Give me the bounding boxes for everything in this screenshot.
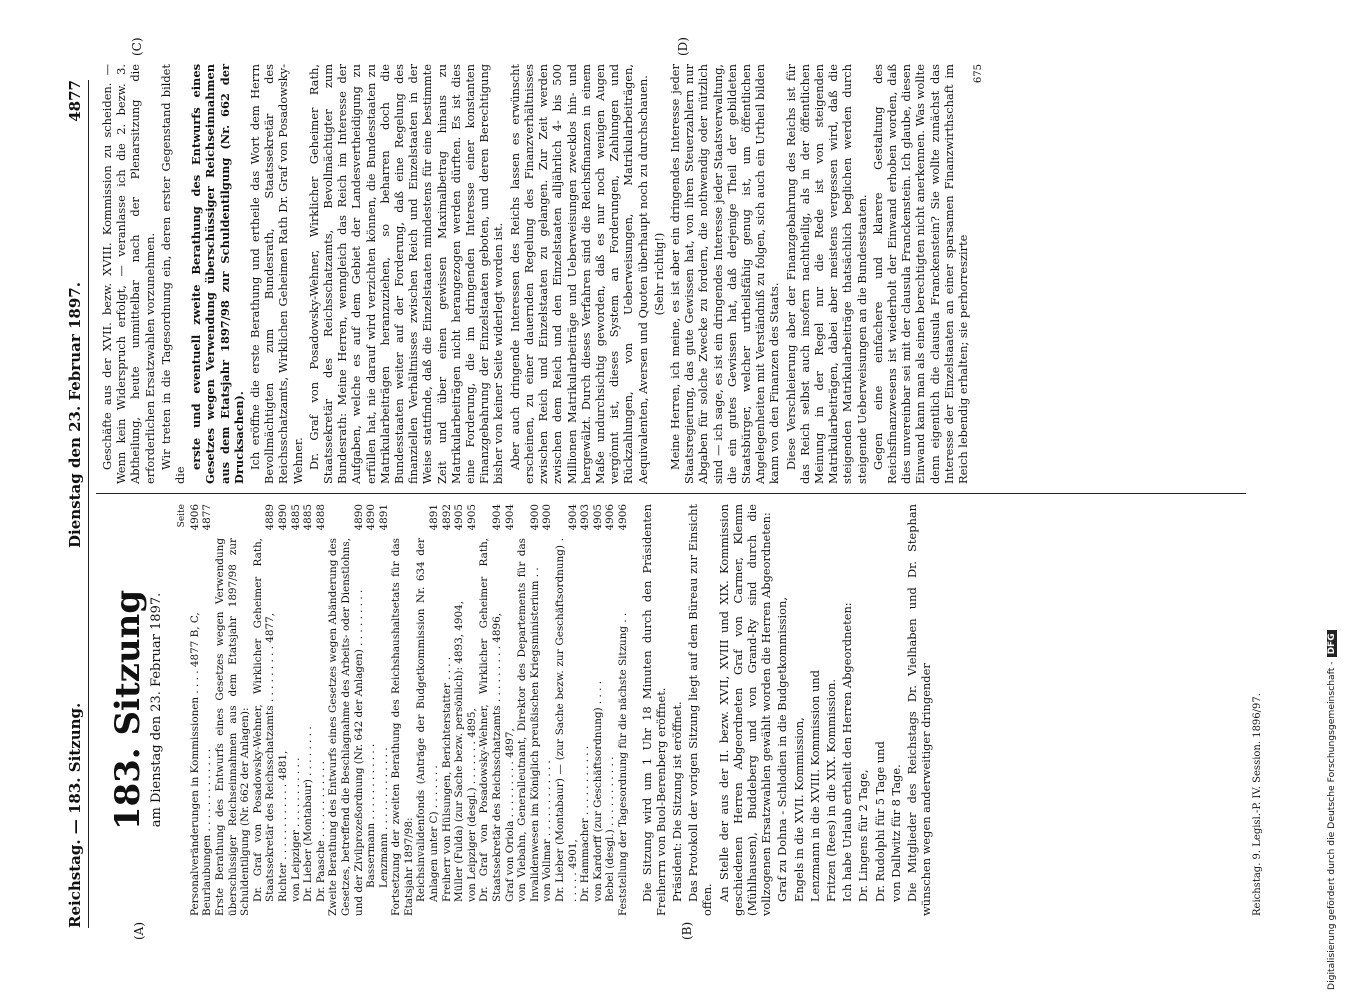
toc-entry-page: 4885 (289, 504, 302, 531)
toc-entry (453, 504, 466, 916)
toc-entry-text: Richter . . . . . . . . . . . . 4881, (276, 750, 289, 902)
toc-entry-text: Zweite Berathung des Entwurfs eines Gesetzes wegen Abänderung des Gesetzes, betreffend die Beschlagnahme des Arbeits- oder Dienstlohns, und der Zivilprozeßordnung (Nr. 642 der Anlagen) . . . . . . . . . (327, 534, 365, 916)
body-paragraph: Die Sitzung wird um 1 Uhr 18 Minuten durch den Präsidenten Freiherrn von Buol-Berenberg eröffnet. (639, 504, 668, 916)
toc-entry (516, 504, 541, 916)
left-column (100, 504, 935, 916)
toc-entry-page: 4900 (528, 504, 541, 531)
margin-marker-a: (A) (132, 921, 146, 940)
body-paragraph: Engels in die XVII. Kommission, (791, 717, 806, 902)
toc-entry (189, 504, 202, 916)
body-paragraph: Das Protokoll der vorigen Sitzung liegt auf dem Büreau zur Einsicht offen. (686, 504, 715, 916)
margin-marker-d: (D) (676, 37, 690, 56)
body-paragraph: Wir treten in die Tagesordnung ein, deren erster Gegenstand bildet die (158, 64, 188, 484)
body-paragraph: Geschäfte aus der XVII. bezw. XVIII. Kommission zu scheiden. — Wenn kein Widerspruch erfolgt, — veranlasse ich die 2. bezw. 3. Abtheilung, heute unmittelbar nach der Plenarsitzung die erforderlichen Ersatzwahlen vorzunehmen. (100, 64, 157, 484)
right-column (100, 64, 986, 484)
toc-entry (466, 504, 479, 916)
toc-entry-text: von Kardorff (zur Geschäftsordnung) . . . . (591, 680, 604, 902)
toc-entry-text: von Viebahn, Generalleutnant, Direktor des Departements für das Invalidenwesen im Königlich preußischen Kriegsministerium . . (516, 534, 541, 902)
margin-marker-b: (B) (680, 921, 694, 940)
toc-entry-page: 4903 (579, 504, 592, 531)
page-header (60, 80, 89, 928)
header-left: Reichstag. — 183. Sitzung. (66, 702, 84, 928)
body-paragraph: Dr. Rudolphi für 5 Tage und (872, 741, 887, 902)
toc-entry-text: von Leipziger . . . . . . . . . . . (289, 757, 302, 902)
toc-entry-page: 4906 (616, 504, 629, 531)
toc-entry-text: von Leipziger (desgl.) . . . . . . . 4895, (465, 708, 478, 902)
toc-entry-page: 4904 (491, 504, 504, 531)
toc-entry-text: Erste Berathung des Entwurfs eines Gesetzes wegen Verwendung überschüssiger Reichseinnahmen aus dem Etatsjahr 1897/98 zur Schuldentilgung (Nr. 662 der Anlagen): (213, 534, 252, 916)
body-paragraph: (Sehr richtig!) (651, 232, 666, 316)
body-paragraph: Gegen eine einfachere und klarere Gestaltung des Reichsfinanzwesens ist wiederholt der Einwand erhoben worden, daß dies unvereinbar sei mit der clausula Franckenstein. Ich glaube, diesen Einwand kann man als einen berechtigten nicht anerkennen. Was wollte denn eigentlich die clausula Franckenstein? Sie wollte zunächst das Interesse der Einzelstaaten an einer sparsamen Finanzwirthschaft im Reich lebendig erhalten; sie perhorreszirte (870, 64, 970, 484)
body-paragraph: Aber auch dringende Interessen des Reichs lassen es erwünscht erscheinen, zu einer dauernden Regelung des Finanzverhältnisses zwischen Reich und Einzelstaaten zu gelangen. Zur Zeit werden zwischen dem Reich und den Einzelstaaten alljährlich 4- bis 500 Millionen Matrikularbeiträge und Ueberweisungen zwecklos hin- und hergewälzt. Durch dieses Verfahren sind die Reichsfinanzen in einem Maße undurchsichtig geworden, daß es nur noch wenigen Augen vergönnt ist, dieses System an Forderungen, Zahlungen und Rückzahlungen, von Ueberweisungen, Matrikularbeiträgen, Aequivalenten, Aversen und Quoten überhaupt noch zu durchschauen. (507, 64, 650, 484)
toc-entry (277, 504, 290, 916)
toc-entry (541, 504, 554, 916)
body-paragraph: Die Mitglieder des Reichstags Dr. Vielhaben und Dr. Stephan wünschen wegen anderweitiger dringender (905, 504, 934, 916)
body-paragraph: erste und eventuell zweite Berathung des Entwurfs eines Gesetzes wegen Verwendung überschüssiger Reichseinnahmen aus dem Etatsjahr 1897/98 zur Schuldentilgung (Nr. 662 der Drucksachen). (189, 64, 246, 484)
page-footer: Reichstag. 9. Legisl.-P. IV. Session. 1896/97. (1252, 693, 1263, 916)
left-body (640, 504, 934, 916)
toc-entry-text: Reichsinvalidenfonds (Anträge der Budgetkommission Nr. 634 der Anlagen unter C) . . . . . . . (415, 534, 441, 902)
toc-entry-page: 4905 (591, 504, 604, 531)
header-center: Dienstag den 23. Februar 1897. (66, 282, 84, 548)
toc-entry-page: 4889 (264, 504, 277, 531)
toc-entry-text: Personalveränderungen in Kommissionen . . . . 4877 B, C, (188, 612, 201, 916)
toc-entry-page: 4904 (503, 504, 516, 531)
toc-entry-text: Bebel (desgl.) . . . . . . . . . . . (604, 756, 617, 902)
toc-entry (327, 504, 365, 916)
toc-entry (378, 504, 391, 916)
body-paragraph: Meine Herren, ich meine, es ist aber ein dringendes Interesse jeder Staatsregierung, das gute Gewissen hat, von ihren Steuerzahlern nur Abgaben für solche Zwecke zu fordern, die nothwendig oder nützlich sind — ich sage, es ist ein dringendes Interesse jeder Staatsverwaltung, die ein gutes Gewissen hat, daß derjenige Theil der gebildeten Staatsbürger, welcher urtheilsfähig genug ist, um öffentlichen Angelegenheiten mit Verständniß zu folgen, sich auch ein Urtheil bilden kann von den Finanzen des Staats. (667, 64, 782, 484)
toc-entry-page: 4905 (453, 504, 466, 531)
digitization-credit (1326, 630, 1337, 990)
toc-entry-text: Freiherr von Hülsungen, Berichterstatter . . . . (440, 656, 453, 902)
toc-entry (554, 504, 579, 916)
toc-entry (201, 504, 214, 916)
toc-entry (290, 504, 303, 916)
body-paragraph: Lenzmann in die XVIII. Kommission und (807, 670, 822, 902)
body-paragraph: An Stelle der aus der II. bezw. XVII, XVIII und XIX. Kommission geschiedenen Herren Abgeordneten Graf von Carmer, Klemm (Mühlhausen), Buddeberg und von Grand-Ry sind durch die vollzogenen Ersatzwahlen gewählt worden die Herren Abgeordneten: (716, 504, 774, 916)
toc-entry-page: 4888 (314, 504, 327, 531)
toc-entry (592, 504, 605, 916)
body-paragraph: Dr. Lingens für 2 Tage, (856, 769, 871, 902)
toc-entry-text: von Vollmar . . . . . . . . . . . . (541, 760, 554, 902)
toc-entry-page: 4904 (566, 504, 579, 531)
toc-entry-text: Graf von Oriola . . . . . . . . . 4897, (503, 728, 516, 902)
toc-entry-page: 4906 (604, 504, 617, 531)
toc-entry (365, 504, 378, 916)
toc-entry (504, 504, 517, 916)
toc-entry-text: Lenzmann . . . . . . . . . . . . . (377, 747, 390, 888)
body-paragraph: Ich eröffne die erste Berathung und ertheile das Wort dem Herrn Bevollmächtigten zum Bundesrath, Staatssekretär des Reichsschatzamts, Wirklichen Geheimen Rath Dr. Graf von Posadowsky-Wehner. (248, 64, 305, 484)
toc-entry-text: Beurlaubungen . . . . . . . . . . . . . (201, 748, 214, 916)
toc-entry-page: 4900 (541, 504, 554, 531)
toc-entry (302, 504, 315, 916)
margin-marker-c: (C) (130, 37, 144, 56)
toc-entry-text: Dr. Lieber (Montabaur) . . . . . . . . (302, 726, 315, 902)
table-of-contents (176, 504, 629, 916)
toc-page-heading: Seite (177, 504, 188, 528)
toc-entry-text: Fortsetzung der zweiten Berathung des Reichshaushaltsetats für das Etatsjahr 1897/98: (390, 534, 415, 916)
toc-entry-page: 4890 (276, 504, 289, 531)
toc-entry (441, 504, 454, 916)
toc-entry-text: Dr. Lieber (Montabaur) — (zur Sache bezw. zur Geschäftsordnung) . . . . . . 4901, (554, 534, 579, 902)
toc-entry (315, 504, 328, 916)
toc-entry-page: 4890 (365, 504, 378, 531)
session-subtitle: am Dienstag den 23. Februar 1897. (149, 592, 164, 828)
toc-entry-text: Dr. Paasche . . . . . . . . . . . . (314, 761, 327, 902)
toc-entry-text: Dr. Hammacher . . . . . . . . . . . (579, 745, 592, 902)
header-page-number: 4877 (66, 80, 84, 122)
body-paragraph: Fritzen (Rees) in die XIX. Kommission. (824, 679, 839, 902)
toc-entry-page: 4891 (377, 504, 390, 531)
body-paragraph: Ich habe Urlaub ertheilt den Herren Abgeordneten: (840, 602, 855, 902)
toc-entry (415, 504, 440, 916)
session-title: 183. Sitzung (108, 589, 148, 831)
body-paragraph: von Dallwitz für 8 Tage. (888, 764, 903, 902)
toc-entry (579, 504, 592, 916)
toc-entry (390, 504, 415, 916)
toc-entry (617, 504, 630, 916)
toc-entry (478, 504, 503, 916)
right-body (100, 64, 970, 484)
body-paragraph: Diese Verschleierung aber der Finanzgebahrung des Reichs ist für das Reich selbst auch insofern nachtheilig, als in der öffentlichen Meinung in der Regel nur die Rede ist von steigenden Matrikularbeiträgen, dabei aber meistens vergessen wird, daß die steigenden Matrikularbeiträge thatsächlich beglichen werden durch steigende Ueberweisungen an die Bundesstaaten. (783, 64, 869, 484)
toc-entry-text: Dr. Graf von Posadowsky-Wehner, Wirklicher Geheimer Rath, Staatssekretär des Reichsschatzamts . . . . . . . . . 4877, (251, 534, 277, 902)
body-paragraph: Dr. Graf von Posadowsky-Wehner, Wirklicher Geheimer Rath, Staatssekretär des Reichsschatzamts, Bevollmächtigter zum Bundesrath: Meine Herren, wenngleich das Reich im Interesse der Aufgaben, welche es auf dem Gebiet der Landesvertheidigung zu erfüllen hat, nie darauf wird verzichten können, die Bundesstaaten zu Matrikularbeiträgen heranzuziehen, so beharren doch die Bundesstaaten weiter auf der Forderung, daß eine Regelung des finanziellen Verhältnisses zwischen Reich und Einzelstaaten in der Weise stattfinde, daß die Einzelstaaten mindestens für eine bestimmte Zeit und über einen gewissen Maximalbetrag hinaus zu Matrikularbeiträgen nicht herangezogen werden dürften. Es ist dies eine Forderung, die im dringenden Interesse einer konstanten Finanzgebahrung der Einzelstaaten geboten, und deren Berechtigung bisher von keiner Seite widerlegt worden ist. (306, 64, 506, 484)
toc-entry-page: 4906 (188, 504, 201, 531)
body-paragraph: Präsident: Die Sitzung ist eröffnet. (669, 701, 684, 902)
toc-entry-page: 4890 (352, 504, 365, 531)
toc-entry (604, 504, 617, 916)
column-divider (96, 493, 1246, 494)
body-paragraph: Graf zu Dohna - Schlodien in die Budgetkommission, (775, 597, 790, 902)
toc-entry-text: Dr. Graf von Posadowsky-Wehner, Wirklicher Geheimer Rath, Staatssekretär des Reichsschatzamts . . . . . . . . . 4896, (478, 534, 504, 902)
toc-entry (214, 504, 252, 916)
toc-entry-text: Feststellung der Tagesordnung für die nächste Sitzung . . (616, 612, 629, 916)
toc-entry-text: Müller (Fulda) (zur Sache bezw. persönlich): 4893, 4904, (453, 600, 466, 902)
credit-strip (1320, 0, 1350, 1000)
toc-entry-page: 4905 (465, 504, 478, 531)
page-signature: 675 (973, 64, 985, 84)
credit-text: Digitalisierung gefördert durch die Deutsche Forschungsgemeinschaft - (1326, 661, 1337, 990)
dfg-logo: DFG (1327, 630, 1337, 657)
toc-entry-page: 4885 (302, 504, 315, 531)
toc-entry-page: 4891 (428, 504, 441, 531)
toc-entry-text: Bassermann . . . . . . . . . . . . (365, 743, 378, 888)
toc-entry (252, 504, 277, 916)
toc-entry-page: 4877 (201, 504, 214, 531)
toc-entry-page: 4892 (440, 504, 453, 531)
